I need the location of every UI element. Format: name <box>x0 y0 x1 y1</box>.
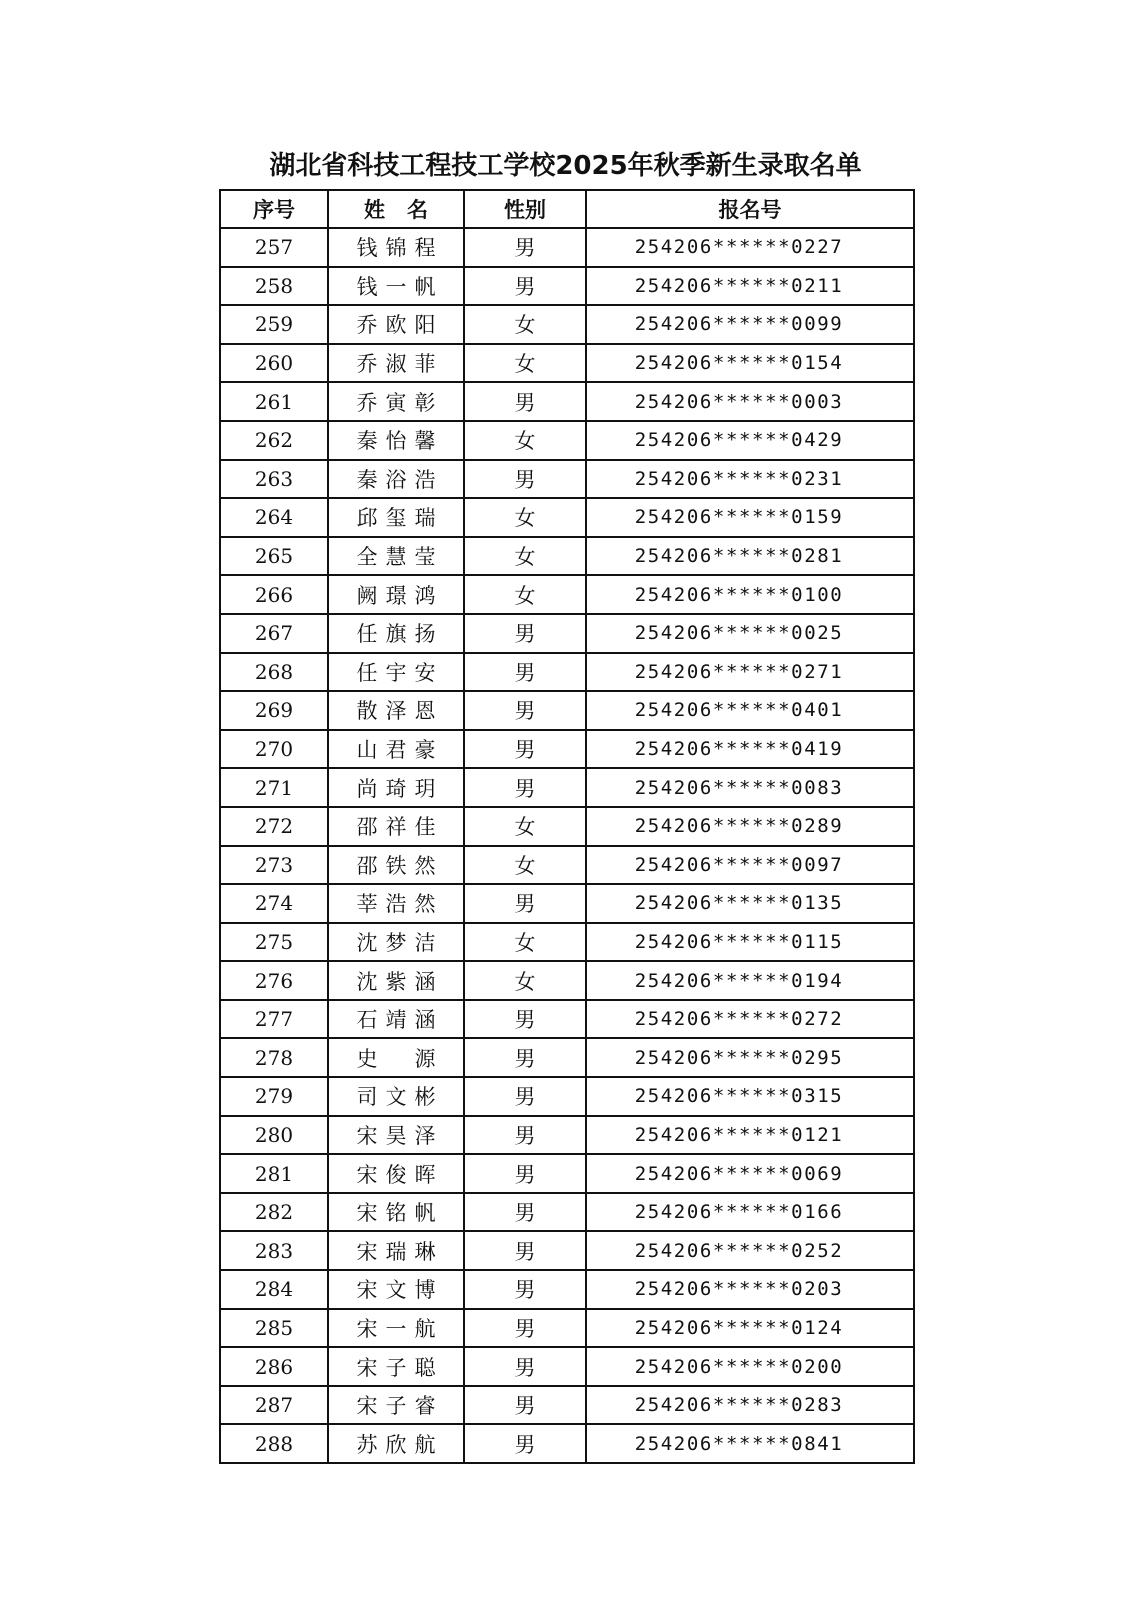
cell-reg-no: 254206******0115 <box>586 923 914 962</box>
cell-gender: 男 <box>464 382 586 421</box>
cell-no: 266 <box>220 575 328 614</box>
cell-no: 280 <box>220 1116 328 1155</box>
table-row <box>220 1270 914 1309</box>
table-row <box>220 1347 914 1386</box>
cell-no: 277 <box>220 1000 328 1039</box>
cell-reg-no: 254206******0419 <box>586 730 914 769</box>
cell-name: 司文彬 <box>328 1077 464 1116</box>
cell-gender: 男 <box>464 1231 586 1270</box>
cell-gender: 女 <box>464 305 586 344</box>
cell-no: 262 <box>220 421 328 460</box>
cell-reg-no: 254206******0401 <box>586 691 914 730</box>
cell-no: 278 <box>220 1038 328 1077</box>
cell-name: 史 源 <box>328 1038 464 1077</box>
table-row <box>220 1077 914 1116</box>
cell-no: 283 <box>220 1231 328 1270</box>
cell-no: 265 <box>220 537 328 576</box>
cell-no: 260 <box>220 344 328 383</box>
cell-name: 宋子睿 <box>328 1386 464 1425</box>
cell-no: 264 <box>220 498 328 537</box>
column-header-gender: 性别 <box>464 190 586 228</box>
table-row <box>220 1231 914 1270</box>
cell-gender: 女 <box>464 961 586 1000</box>
cell-gender: 男 <box>464 1000 586 1039</box>
cell-no: 257 <box>220 228 328 267</box>
cell-name: 全慧莹 <box>328 537 464 576</box>
cell-gender: 男 <box>464 460 586 499</box>
cell-reg-no: 254206******0283 <box>586 1386 914 1425</box>
cell-gender: 男 <box>464 614 586 653</box>
cell-name: 钱一帆 <box>328 267 464 306</box>
cell-reg-no: 254206******0099 <box>586 305 914 344</box>
cell-name: 沈梦洁 <box>328 923 464 962</box>
table-row <box>220 1386 914 1425</box>
table-row <box>220 1154 914 1193</box>
cell-name: 宋瑞琳 <box>328 1231 464 1270</box>
cell-name: 乔淑菲 <box>328 344 464 383</box>
cell-name: 乔寅彰 <box>328 382 464 421</box>
table-row <box>220 807 914 846</box>
cell-no: 258 <box>220 267 328 306</box>
table-row <box>220 923 914 962</box>
cell-name: 苏欣航 <box>328 1424 464 1463</box>
cell-name: 阙璟鸿 <box>328 575 464 614</box>
cell-gender: 女 <box>464 537 586 576</box>
table-row <box>220 730 914 769</box>
cell-name: 石靖涵 <box>328 1000 464 1039</box>
cell-name: 沈紫涵 <box>328 961 464 1000</box>
cell-no: 287 <box>220 1386 328 1425</box>
cell-reg-no: 254206******0211 <box>586 267 914 306</box>
cell-no: 285 <box>220 1309 328 1348</box>
cell-name: 宋俊晖 <box>328 1154 464 1193</box>
cell-reg-no: 254206******0272 <box>586 1000 914 1039</box>
cell-reg-no: 254206******0097 <box>586 846 914 885</box>
cell-gender: 女 <box>464 807 586 846</box>
cell-gender: 男 <box>464 1193 586 1232</box>
table-row <box>220 228 914 267</box>
table-row <box>220 537 914 576</box>
cell-gender: 男 <box>464 1077 586 1116</box>
table-header-row <box>220 190 914 228</box>
cell-gender: 男 <box>464 1347 586 1386</box>
table-row <box>220 305 914 344</box>
cell-gender: 男 <box>464 267 586 306</box>
table-row <box>220 961 914 1000</box>
table-row <box>220 846 914 885</box>
cell-reg-no: 254206******0203 <box>586 1270 914 1309</box>
cell-name: 乔欧阳 <box>328 305 464 344</box>
table-row <box>220 421 914 460</box>
table-row <box>220 884 914 923</box>
cell-reg-no: 254206******0227 <box>586 228 914 267</box>
cell-name: 邵铁然 <box>328 846 464 885</box>
cell-name: 邱玺瑞 <box>328 498 464 537</box>
cell-no: 263 <box>220 460 328 499</box>
cell-no: 269 <box>220 691 328 730</box>
cell-gender: 女 <box>464 344 586 383</box>
cell-no: 281 <box>220 1154 328 1193</box>
column-header-reg-no: 报名号 <box>586 190 914 228</box>
cell-no: 273 <box>220 846 328 885</box>
cell-name: 任旗扬 <box>328 614 464 653</box>
cell-reg-no: 254206******0231 <box>586 460 914 499</box>
column-header-no: 序号 <box>220 190 328 228</box>
cell-no: 275 <box>220 923 328 962</box>
cell-name: 莘浩然 <box>328 884 464 923</box>
cell-gender: 男 <box>464 1424 586 1463</box>
cell-name: 尚琦玥 <box>328 768 464 807</box>
table-row <box>220 575 914 614</box>
cell-no: 272 <box>220 807 328 846</box>
page-title: 湖北省科技工程技工学校2025年秋季新生录取名单 <box>269 151 862 181</box>
cell-reg-no: 254206******0429 <box>586 421 914 460</box>
cell-no: 276 <box>220 961 328 1000</box>
cell-gender: 男 <box>464 1309 586 1348</box>
column-header-name: 姓名 <box>328 190 464 228</box>
cell-name: 秦怡馨 <box>328 421 464 460</box>
cell-reg-no: 254206******0154 <box>586 344 914 383</box>
cell-reg-no: 254206******0025 <box>586 614 914 653</box>
cell-gender: 女 <box>464 498 586 537</box>
cell-no: 288 <box>220 1424 328 1463</box>
cell-gender: 女 <box>464 923 586 962</box>
cell-gender: 男 <box>464 884 586 923</box>
cell-gender: 男 <box>464 1154 586 1193</box>
table-row <box>220 382 914 421</box>
cell-reg-no: 254206******0194 <box>586 961 914 1000</box>
cell-name: 宋一航 <box>328 1309 464 1348</box>
cell-gender: 男 <box>464 730 586 769</box>
cell-gender: 男 <box>464 653 586 692</box>
cell-gender: 男 <box>464 1386 586 1425</box>
cell-name: 宋子聪 <box>328 1347 464 1386</box>
cell-gender: 女 <box>464 846 586 885</box>
admission-table <box>219 189 915 1464</box>
cell-gender: 男 <box>464 691 586 730</box>
cell-gender: 男 <box>464 1270 586 1309</box>
cell-reg-no: 254206******0069 <box>586 1154 914 1193</box>
cell-name: 散泽恩 <box>328 691 464 730</box>
table-row <box>220 344 914 383</box>
cell-no: 268 <box>220 653 328 692</box>
cell-reg-no: 254206******0315 <box>586 1077 914 1116</box>
cell-reg-no: 254206******0281 <box>586 537 914 576</box>
cell-reg-no: 254206******0200 <box>586 1347 914 1386</box>
table-row <box>220 267 914 306</box>
cell-name: 宋铭帆 <box>328 1193 464 1232</box>
cell-name: 宋昊泽 <box>328 1116 464 1155</box>
cell-no: 267 <box>220 614 328 653</box>
table-row <box>220 614 914 653</box>
cell-name: 宋文博 <box>328 1270 464 1309</box>
cell-gender: 男 <box>464 228 586 267</box>
table-row <box>220 1424 914 1463</box>
cell-reg-no: 254206******0271 <box>586 653 914 692</box>
cell-reg-no: 254206******0166 <box>586 1193 914 1232</box>
cell-no: 282 <box>220 1193 328 1232</box>
cell-reg-no: 254206******0135 <box>586 884 914 923</box>
cell-reg-no: 254206******0083 <box>586 768 914 807</box>
table-row <box>220 768 914 807</box>
cell-reg-no: 254206******0003 <box>586 382 914 421</box>
table-row <box>220 691 914 730</box>
cell-name: 邵祥佳 <box>328 807 464 846</box>
cell-gender: 男 <box>464 1116 586 1155</box>
table-row <box>220 460 914 499</box>
table-row <box>220 1309 914 1348</box>
cell-reg-no: 254206******0100 <box>586 575 914 614</box>
cell-reg-no: 254206******0252 <box>586 1231 914 1270</box>
cell-no: 279 <box>220 1077 328 1116</box>
cell-no: 261 <box>220 382 328 421</box>
cell-gender: 女 <box>464 421 586 460</box>
cell-no: 286 <box>220 1347 328 1386</box>
table-body <box>220 228 914 1463</box>
cell-reg-no: 254206******0121 <box>586 1116 914 1155</box>
cell-reg-no: 254206******0124 <box>586 1309 914 1348</box>
cell-name: 钱锦程 <box>328 228 464 267</box>
cell-no: 270 <box>220 730 328 769</box>
cell-reg-no: 254206******0295 <box>586 1038 914 1077</box>
table-row <box>220 1000 914 1039</box>
cell-gender: 男 <box>464 1038 586 1077</box>
table-row <box>220 498 914 537</box>
cell-name: 任宇安 <box>328 653 464 692</box>
cell-reg-no: 254206******0841 <box>586 1424 914 1463</box>
cell-name: 山君豪 <box>328 730 464 769</box>
table-row <box>220 653 914 692</box>
cell-no: 259 <box>220 305 328 344</box>
table-row <box>220 1038 914 1077</box>
cell-no: 284 <box>220 1270 328 1309</box>
cell-reg-no: 254206******0159 <box>586 498 914 537</box>
cell-gender: 女 <box>464 575 586 614</box>
cell-no: 274 <box>220 884 328 923</box>
cell-reg-no: 254206******0289 <box>586 807 914 846</box>
cell-gender: 男 <box>464 768 586 807</box>
table-row <box>220 1116 914 1155</box>
cell-no: 271 <box>220 768 328 807</box>
cell-name: 秦浴浩 <box>328 460 464 499</box>
table-row <box>220 1193 914 1232</box>
